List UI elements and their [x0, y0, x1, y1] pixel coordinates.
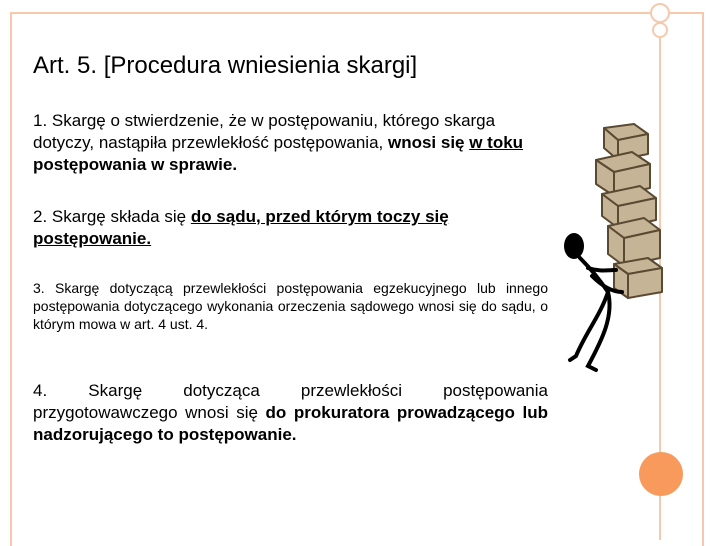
p2-text: 2. Skargę składa się	[33, 207, 191, 226]
p1-bold-end: postępowania w sprawie.	[33, 155, 238, 174]
stick-figure-carrying-boxes-icon	[556, 120, 666, 380]
p1-bold-underline: w toku	[469, 133, 524, 152]
p4-bold: do prokuratora prowadzącego lub nadzorującego to postępowanie.	[33, 403, 548, 444]
p1-text: 1. Skargę o stwierdzenie, że w postępowaniu, którego skarga dotyczy, nastąpiła przewlekłość postępowania,	[33, 111, 496, 152]
p2-bold-underline: do sądu, przed którym toczy się postępowanie.	[33, 207, 449, 248]
slide-title: Art. 5. [Procedura wniesienia skargi]	[33, 52, 418, 79]
paragraph-4	[33, 380, 548, 446]
paragraph-1	[33, 110, 548, 176]
p1-bold: wnosi się	[387, 133, 470, 152]
paragraph-3	[33, 279, 548, 333]
paragraph-2	[33, 206, 548, 250]
p4-text: 4. Skargę dotycząca przewlekłości postępowania przygotowawczego wnosi się	[33, 381, 548, 422]
p3-text: 3. Skargę dotyczącą przewlekłości postępowania egzekucyjnego lub innego postępowania dotyczącego wykonania orzeczenia sądowego wnosi się do sądu, o którym mowa w art. 4 ust. 4.	[33, 280, 548, 332]
